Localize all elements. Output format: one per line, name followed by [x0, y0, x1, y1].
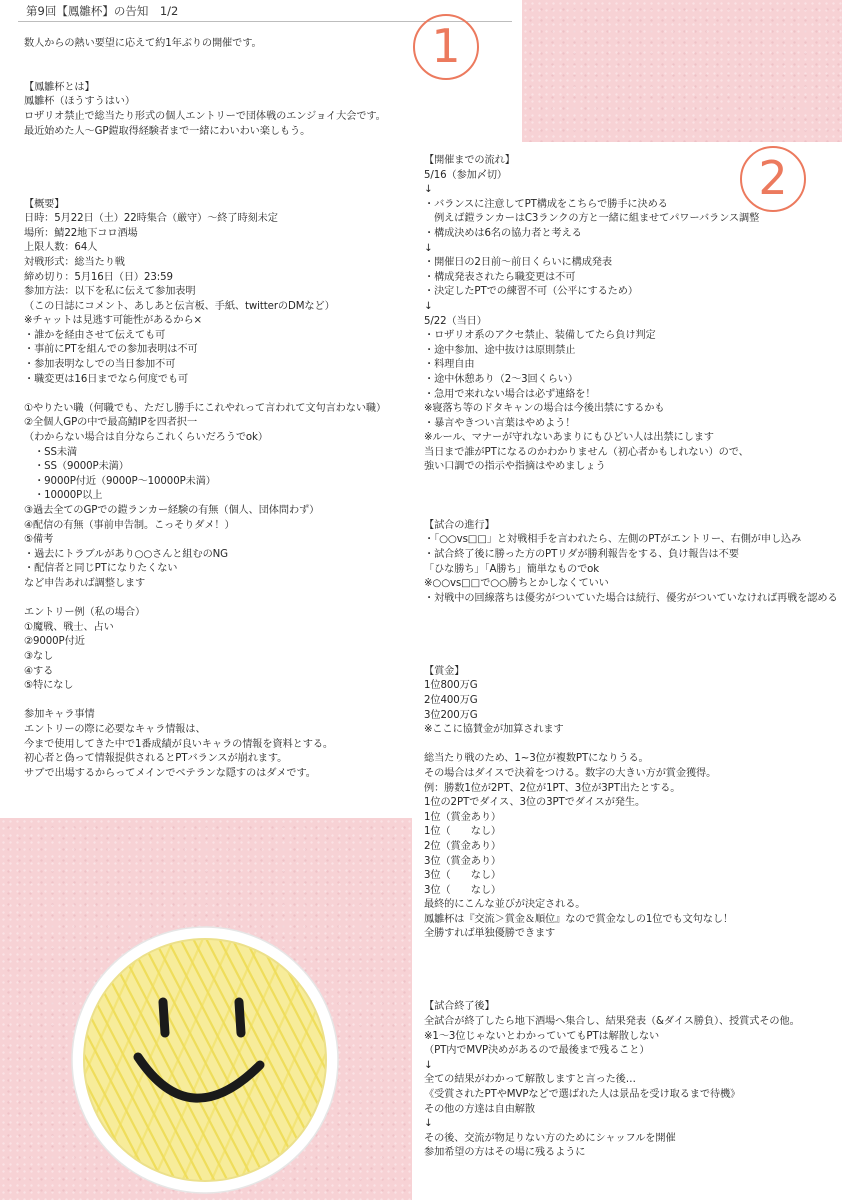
notice-line: 【鳳雛杯とは】 [24, 81, 95, 93]
notice-line: 3位（賞金あり） [424, 855, 501, 867]
notice-line: 参加キャラ事情 [24, 709, 95, 721]
notice-line: 全ての結果がわかって解散しますと言った後… [424, 1074, 636, 1086]
notice-line: ・試合終了後に勝った方のPTリダが勝利報告をする、負け報告は不要 [424, 549, 739, 561]
notice-line: サブで出場するからってメインでベテランな隠すのはダメです。 [24, 767, 316, 779]
notice-line: 締め切り：5月16日（日）23:59 [24, 271, 173, 283]
notice-line: ・暴言やきつい言葉はやめよう！ [424, 417, 576, 429]
notice-line [424, 738, 838, 753]
notice-line: ・途中参加、途中抜けは原則禁止 [424, 344, 576, 356]
notice-line: 鳳雛杯は『交流＞賞金＆順位』なので賞金なしの1位でも文句なし！ [424, 913, 734, 925]
notice-line: ・バランスに注意してPT構成をこちらで勝手に決める [424, 198, 668, 210]
notice-line: ・ロザリオ系のアクセ禁止、装備してたら負け判定 [424, 330, 656, 342]
notice-line: 初心者と偽って情報提供されるとPTバランスが崩れます。 [24, 753, 288, 765]
notice-line [424, 490, 838, 505]
notice-line [24, 183, 386, 198]
notice-line: ※ここに協賛金が加算されます [424, 724, 564, 736]
notice-line: 例：勝数1位が2PT、2位が1PT、3位が3PT出たとする。 [424, 782, 681, 794]
notice-line: 1位（賞金あり） [424, 811, 501, 823]
notice-line [424, 986, 838, 1001]
notice-line: ・料理自由 [424, 359, 475, 371]
notice-line: （この日誌にコメント、あしあと伝言板、手紙、twitterのDMなど） [24, 300, 335, 312]
notice-line: ・開催日の2日前〜前日くらいに構成発表 [424, 257, 612, 269]
notice-line: ・対戦中の回線落ちは優劣がついていた場合は続行、優劣がついていなければ再戦を認める [424, 592, 838, 604]
notice-line: 3位（ なし） [424, 884, 501, 896]
notice-line: 例えば鎧ランカーはC3ランクの方と一緒に組ませてパワーバランス調整 [424, 213, 760, 225]
notice-line: ・過去にトラブルがあり○○さんと組むのNG [24, 548, 228, 560]
notice-line: 3位（ なし） [424, 870, 501, 882]
notice-line: など申告あれば調整します [24, 577, 146, 589]
notice-line: ※寝落ち等のドタキャンの場合は今後出禁にするかも [424, 403, 665, 415]
notice-line: ・構成決めは6名の協力者と考える [424, 227, 582, 239]
notice-line [24, 66, 386, 81]
notice-line: 2位400万G [424, 694, 478, 706]
notice-line: エントリー例（私の場合） [24, 607, 146, 619]
notice-line: ②9000P付近 [24, 636, 85, 648]
notice-line: ・構成発表されたら職変更は不可 [424, 271, 576, 283]
notice-line [24, 168, 386, 183]
pink-background-top [522, 0, 842, 142]
notice-line [24, 154, 386, 169]
notice-line: ↓ [424, 242, 433, 254]
notice-line [424, 621, 838, 636]
notice-line: ④配信の有無（事前申告制。こっそりダメ！） [24, 519, 235, 531]
notice-line: ・途中休憩あり（2〜3回くらい） [424, 373, 578, 385]
notice-line: ↓ [424, 1118, 433, 1130]
notice-line: ・決定したPTでの練習不可（公平にするため） [424, 286, 638, 298]
notice-line [424, 650, 838, 665]
notice-line [424, 606, 838, 621]
notice-line: 今まで使用してきた中で1番成績が良いキャラの情報を資料とする。 [24, 738, 334, 750]
notice-line: 強い口調での指示や指摘はやめましょう [424, 461, 606, 473]
notice-line: 参加希望の方はその場に残るように [424, 1147, 586, 1159]
notice-right-column [424, 154, 838, 1161]
notice-line: ↓ [424, 300, 433, 312]
notice-line [424, 636, 838, 651]
notice-line: 鳳雛杯（ほうすうはい） [24, 96, 135, 108]
notice-line: ①魔戦、戦士、占い [24, 621, 114, 633]
notice-line: 【開催までの流れ】 [424, 155, 515, 166]
notice-line: ・事前にPTを組んでの参加表明は不可 [24, 344, 198, 356]
notice-line: エントリーの際に必要なキャラ情報は、 [24, 723, 206, 735]
notice-line: ・SS未満 [24, 446, 78, 458]
notice-line: 1位（ なし） [424, 826, 501, 838]
notice-line [24, 592, 386, 607]
notice-line: ・SS（9000P未満） [24, 461, 129, 473]
notice-line [24, 387, 386, 402]
notice-line [24, 694, 386, 709]
notice-line: 「ひな勝ち」「A勝ち」簡単なものでok [424, 563, 600, 575]
notice-line: 対戦形式：総当たり戦 [24, 256, 125, 268]
notice-line: ↓ [424, 1059, 433, 1071]
notice-line: ※ルール、マナーが守れないあまりにもひどい人は出禁にします [424, 432, 714, 444]
notice-line: 最終的にこんな並びが決定される。 [424, 899, 586, 911]
notice-line: 最近始めた人〜GP鎧取得経験者まで一緒にわいわい楽しもう。 [24, 125, 311, 137]
notice-line [424, 942, 838, 957]
notice-line: ・誰かを経由させて伝えても可 [24, 329, 166, 341]
notice-line [424, 504, 838, 519]
notice-line: ⑤備考 [24, 534, 54, 546]
notice-line: ③過去全てのGPでの鎧ランカー経験の有無（個人、団体問わず） [24, 505, 320, 516]
notice-line: 場所：鯖22地下コロ酒場 [24, 227, 138, 239]
notice-line: 数人からの熱い要望に応えて約1年ぶりの開催です。 [24, 38, 262, 49]
notice-line: 【試合終了後】 [424, 1001, 495, 1013]
notice-line: 【概要】 [24, 198, 65, 210]
notice-line: 全勝すれば単独優勝できます [424, 928, 556, 940]
notice-title: 第9回【鳳雛杯】の告知 1/2 [26, 4, 179, 18]
notice-line: 総当たり戦のため、1~3位が複数PTになりうる。 [424, 753, 649, 765]
notice-line [24, 139, 386, 154]
notice-line: （PT内でMVP決めがあるので最後まで残ること） [424, 1045, 650, 1057]
notice-line [24, 52, 386, 67]
circled-number-2-badge: 2 [740, 146, 806, 212]
notice-line: 3位200万G [424, 709, 478, 721]
notice-line: ④する [24, 665, 54, 677]
notice-line: 参加方法：以下を私に伝えて参加表明 [24, 286, 196, 298]
notice-line: ・職変更は16日までなら何度でも可 [24, 373, 189, 385]
notice-line: 5/22（当日） [424, 315, 487, 327]
notice-line: ・9000P付近（9000P〜10000P未満） [24, 475, 216, 487]
notice-line: その他の方達は自由解散 [424, 1103, 535, 1115]
notice-line: 1位の2PTでダイス、3位の3PTでダイスが発生。 [424, 797, 646, 809]
circled-number-1-badge: 1 [413, 14, 479, 80]
notice-line: ・10000P以上 [24, 490, 103, 502]
notice-line: 全試合が終了したら地下酒場へ集合し、結果発表（&ダイス勝負）、授賞式その他。 [424, 1016, 800, 1028]
notice-line [424, 971, 838, 986]
notice-line: ・「○○vs□□」と対戦相手を言われたら、左側のPTがエントリー、右側が申し込み [424, 534, 802, 546]
notice-line: ・急用で来れない場合は必ず連絡を！ [424, 388, 596, 400]
notice-left-column [24, 37, 386, 781]
notice-line: ※1〜3位じゃないとわかっていてもPTは解散しない [424, 1030, 660, 1042]
notice-line [424, 957, 838, 972]
notice-line: ロザリオ禁止で総当たり形式の個人エントリーで団体戦のエンジョイ大会です。 [24, 110, 386, 122]
notice-line: ・配信者と同じPTになりたくない [24, 563, 178, 575]
notice-line: 2位（賞金あり） [424, 840, 501, 852]
notice-line: 当日まで誰がPTになるのかわかりません（初心者かもしれない）ので、 [424, 446, 749, 458]
notice-line: ②全個人GPの中で最高鯖IPを四者択一 [24, 417, 198, 429]
notice-line: 【賞金】 [424, 665, 465, 677]
notice-line: 《受賞されたPTやMVPなどで選ばれた人は景品を受け取るまで待機》 [424, 1089, 741, 1100]
notice-line: ↓ [424, 184, 433, 196]
notice-line: 1位800万G [424, 680, 478, 692]
notice-line: その場合はダイスで決着をつける。数字の大きい方が賞金獲得。 [424, 767, 717, 779]
notice-line: ③なし [24, 650, 54, 662]
smiley-face-icon [70, 925, 340, 1195]
notice-line: その後、交流が物足りない方のためにシャッフルを開催 [424, 1132, 676, 1144]
notice-line [424, 475, 838, 490]
notice-line: 5/16（参加〆切） [424, 169, 508, 181]
notice-line: （わからない場合は自分ならこれくらいだろうでok） [24, 432, 268, 444]
notice-line: 上限人数：64人 [24, 242, 98, 254]
notice-line: ※チャットは見逃す可能性があるから× [24, 315, 202, 327]
notice-line: 【試合の進行】 [424, 519, 495, 531]
notice-line: ⑤特になし [24, 680, 74, 692]
notice-line: 日時：5月22日（土）22時集合（厳守）〜終了時刻未定 [24, 213, 278, 225]
notice-line: ①やりたい職（何職でも、ただし勝手にこれやれって言われて文句言わない職） [24, 402, 387, 414]
notice-line: ※○○vs□□で○○勝ちとかしなくていい [424, 578, 609, 590]
notice-line: ・参加表明なしでの当日参加不可 [24, 359, 176, 371]
